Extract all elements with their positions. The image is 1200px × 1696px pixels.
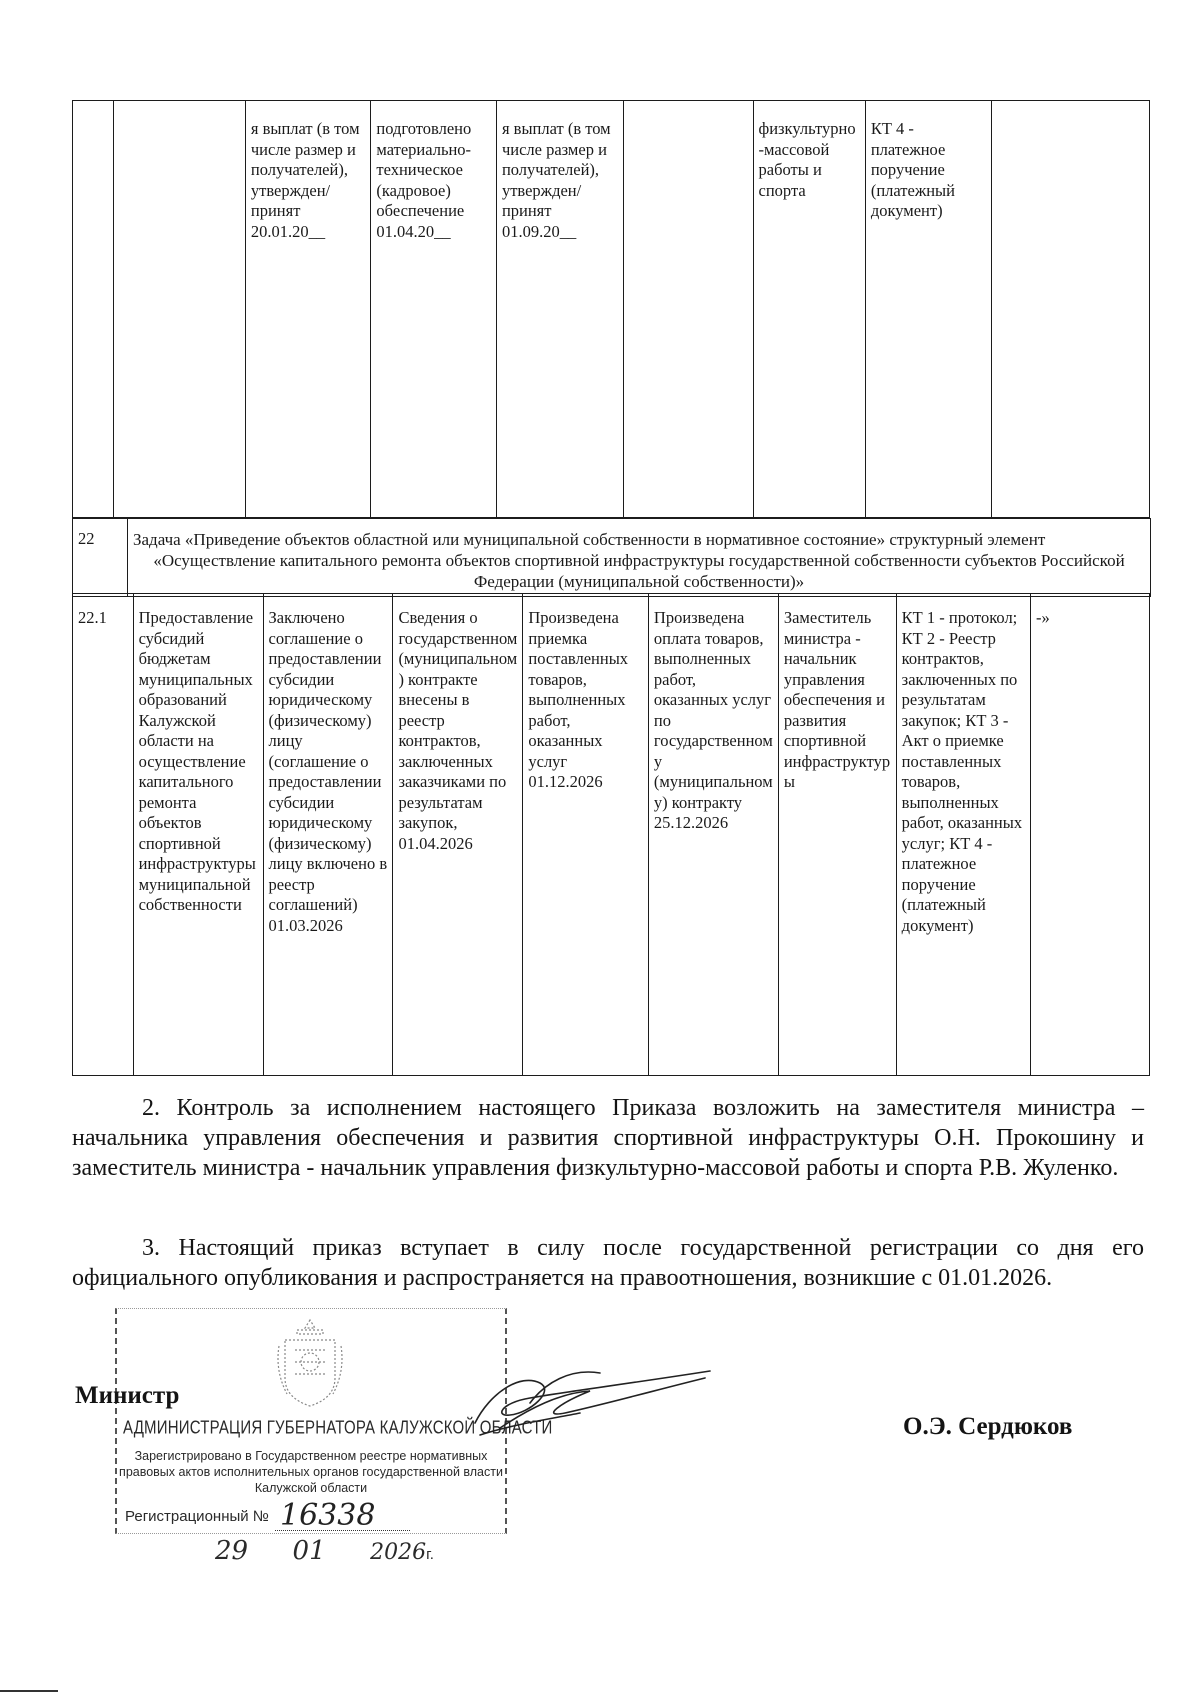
paragraph-3: 3. Настоящий приказ вступает в силу после государственной регистрации со дня его официального опубликования и распространяется на правоотношения, возникшие с 01.01.2026. <box>72 1235 1144 1291</box>
table-row <box>73 101 1150 518</box>
page-edge-mark <box>0 1690 58 1692</box>
table-cell: я выплат (в том числе размер и получателей), утвержден/принят 01.09.20__ <box>496 101 623 518</box>
task-row-table <box>72 518 1151 597</box>
registration-stamp <box>115 1308 553 1566</box>
table-cell: -» <box>1031 594 1150 1076</box>
task-title <box>128 519 1151 597</box>
table-cell: физкультурно-массовой работы и спорта <box>753 101 865 518</box>
table-row <box>73 519 1151 597</box>
stamp-date-suffix: г. <box>426 1546 434 1563</box>
table-cell: Заключено соглашение о предоставлении субсидии юридическому (физическому) лицу (соглашение о предоставлении субсидии юридическому (физическому) лицу включено в реестр соглашений) 01.03.2026 <box>263 594 393 1076</box>
table-cell: КТ 1 - протокол; КТ 2 - Реестр контрактов, заключенных по результатам закупок; КТ 3 - Акт о приемке поставленных товаров, выполненных работ, оказанных услуг; КТ 4 - платежное поручение (платежный документ) <box>896 594 1030 1076</box>
stamp-registration-label: Регистрационный № <box>125 1508 269 1525</box>
task-title-line1: Задача «Приведение объектов областной или муниципальной собственности в нормативное состояние» структурный элемент <box>133 530 1046 549</box>
table-cell: Сведения о государственном (муниципальном) контракте внесены в реестр контрактов, заключенных заказчиками по результатам закупок, 01.04.2026 <box>393 594 523 1076</box>
table-cell <box>623 101 753 518</box>
stamp-date <box>215 1536 434 1566</box>
measures-table-row-22-1 <box>72 593 1150 1076</box>
table-cell: Заместитель министра - начальник управления обеспечения и развития спортивной инфраструктуры <box>778 594 896 1076</box>
task-title-rest: «Осуществление капитального ремонта объектов спортивной инфраструктуры государственной собственности субъектов Российской Федерации (муниципальной собственности)» <box>153 551 1125 591</box>
measures-table-continuation <box>72 100 1150 518</box>
table-cell: подготовлено материально-техническое (кадровое) обеспечение 01.04.20__ <box>371 101 497 518</box>
table-row <box>73 594 1150 1076</box>
handwritten-signature <box>470 1363 715 1443</box>
table-cell <box>992 101 1150 518</box>
row-number: 22 <box>73 519 128 597</box>
row-number: 22.1 <box>73 594 134 1076</box>
stamp-date-year: 2026 <box>370 1540 427 1565</box>
coat-of-arms-icon <box>275 1316 345 1411</box>
table-cell <box>113 101 245 518</box>
signatory-title: Министр <box>75 1382 180 1409</box>
table-cell: Произведена приемка поставленных товаров, выполненных работ, оказанных услуг 01.12.2026 <box>523 594 649 1076</box>
paragraph-2: 2. Контроль за исполнением настоящего Приказа возложить на заместителя министра – начальника управления обеспечения и развития спортивной инфраструктуры О.Н. Прокошину и заместитель министра - начальник управления физкультурно-массовой работы и спорта Р.В. Жуленко. <box>72 1095 1144 1181</box>
stamp-date-month: 01 <box>292 1536 326 1566</box>
signatory-name: О.Э. Сердюков <box>903 1413 1073 1440</box>
table-cell: я выплат (в том числе размер и получателей), утвержден/принят 20.01.20__ <box>245 101 371 518</box>
table-cell: Произведена оплата товаров, выполненных работ, оказанных услуг по государственному (муниципальному) контракту 25.12.2026 <box>648 594 778 1076</box>
table-cell: КТ 4 - платежное поручение (платежный документ) <box>865 101 992 518</box>
table-cell: Предоставление субсидий бюджетам муниципальных образований Калужской области на осуществление капитального ремонта объектов спортивной инфраструктуры муниципальной собственности <box>133 594 263 1076</box>
stamp-underline <box>275 1530 410 1531</box>
stamp-admin-title: АДМИНИСТРАЦИЯ ГУБЕРНАТОРА КАЛУЖСКОЙ ОБЛАСТИ <box>123 1418 553 1439</box>
stamp-registration-number: 16338 <box>280 1498 376 1533</box>
stamp-date-day: 29 <box>215 1536 249 1566</box>
stamp-registration-text: Зарегистрировано в Государственном реестре нормативных правовых актов исполнительных органов государственной власти Калужской области <box>119 1449 503 1495</box>
table-cell <box>73 101 114 518</box>
